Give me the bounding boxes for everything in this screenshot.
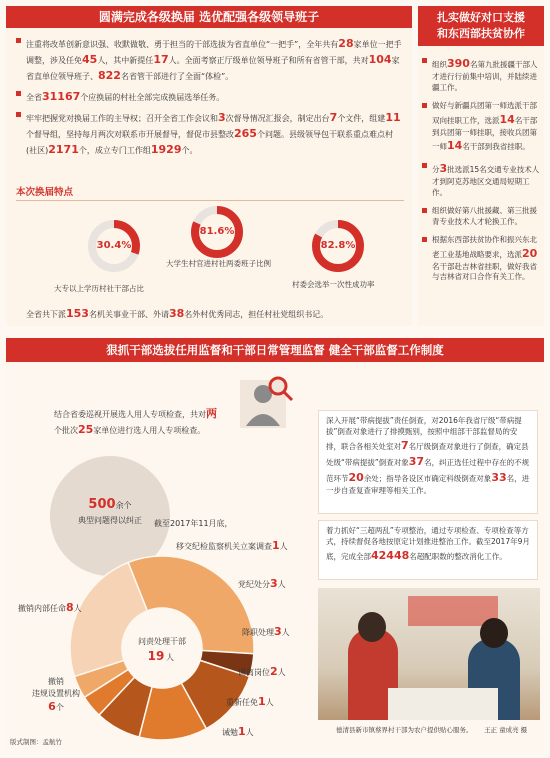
- features-label: 本次换届特点: [16, 187, 74, 198]
- cat-label-transfer: 移交纪检监察机关立案调查1人: [176, 539, 288, 552]
- bullet-item: 牢牢把握党对换届工作的主导权；召开全省工作会议和3次督导情况汇报会，制定出台7个文件，组建11个督导组，坚持每月两次对联系市开展督导，督促市县整改265个问题。县级领导包干联系重点难点村(社区)2171个，成立专门工作组1929个。: [16, 110, 404, 158]
- cat-label-warning: 诫勉1人: [222, 725, 254, 738]
- sunburst-center: [124, 610, 200, 686]
- cat-label-transfer-post: 调离岗位2人: [238, 665, 286, 678]
- bottom-title: 狠抓干部选拔任用监督和干部日常管理监督 健全干部监督工作制度: [106, 343, 444, 357]
- features-rule: [16, 200, 404, 201]
- left-top-title: 圆满完成各级换届 选优配强各级领导班子: [98, 10, 320, 24]
- list-item: 根据东西部扶贫协作和振兴东北老工业基地战略要求，选派20名干部赴吉林省挂职，做好我省与吉林省对口合作有关工作。: [422, 235, 540, 284]
- donut1-label: 大专以上学历村社干部占比: [54, 284, 144, 293]
- left-top-bullets: [16, 36, 404, 163]
- bullet-item: 注重将改革创新意识强、收默做敬、勇于担当的干部选拔为省直单位“一把手”，全年共有28家单位一把手调整，涉及任免45人，其中新提任17人。全面考察正厅级单位领导班子和所有省管干部，共对104家省直单位领导班子、822名省管干部进行了全面“体检”。: [16, 36, 404, 84]
- donut3-label: 村委会选举一次性成功率: [292, 280, 375, 289]
- right-top-title-line1: 扎实做好对口支援: [437, 11, 525, 24]
- donut1-pct: 30.4%: [96, 240, 132, 251]
- list-item: 做好与新疆兵团第一师选派干部双向挂职工作，选派14名干部到兵团第一师挂职，接收兵团第一师14名干部到我省挂职。: [422, 101, 540, 155]
- bullet-square: [16, 112, 21, 117]
- cat-label-revoke-org: 撤销 违规设置机构 6个: [32, 677, 80, 714]
- layout-credit: 版式制图：孟航竹: [10, 738, 62, 746]
- village-photo: [318, 588, 540, 720]
- left-top-banner: [6, 6, 412, 28]
- list-item: 分3批选派15名交通专业技术人才到阿克苏地区交通局短期工作。: [422, 161, 540, 199]
- photo-person-left-head: [358, 612, 386, 642]
- bullet-item: 全省31167个应换届的村社全部完成换届选举任务。: [16, 89, 404, 105]
- cat-label-reappoint: 重新任免1人: [226, 695, 274, 708]
- box-rectification: 着力抓好“三超两乱”专项整治，通过专项检查、专项检查等方式，持续督促各地按原定计划推进整治工作。截至2017年9月底，完成全部42448名超配职数的整改消化工作。: [318, 520, 538, 580]
- bullet-square: [422, 237, 427, 242]
- box-accountability: 深入开展“带病提拔”责任倒查，对2016年我省厅级“带病提拔”倒查对象进行了排摸甄别，按照中组部干部监督局的安排，联合各相关处室对7名厅级倒查对象进行了倒查，确定县处级“带病提拔”倒查对象37名，纠正选任过程中存在的不规范环节20余处；指导各设区市确定科级倒查对象33名，进一步自查复查审理等相关工作。: [318, 410, 538, 514]
- issues-bubble: 500余个 典型问题得以纠正: [50, 456, 170, 576]
- right-top-title-line2: 和东西部扶贫协作: [437, 27, 525, 40]
- center-n: 19: [147, 649, 165, 663]
- donut2-label: 大学生村官进村社两委班子比例: [166, 259, 271, 268]
- cat-label-revoke-appt: 撤销内部任命8人: [18, 601, 82, 614]
- cat-label-demote: 降职处理3人: [242, 625, 290, 638]
- donut3-pct: 82.8%: [320, 240, 356, 251]
- bullet-square: [16, 38, 21, 43]
- center-label: 问责处理干部: [138, 637, 186, 646]
- bullet-square: [422, 58, 427, 63]
- left-top-panel: [6, 6, 412, 326]
- photo-table: [388, 688, 498, 720]
- bullet-square: [16, 91, 21, 96]
- person-magnifier-icon: [228, 372, 298, 432]
- photo-person-right-head: [480, 618, 508, 648]
- center-unit: 人: [166, 653, 174, 662]
- intro-text: 结合省委巡视开展选人用人专项检查，共对两个批次25家单位进行选人用人专项检查。: [54, 407, 217, 436]
- photo-caption: 德清县新市镇蔡界村干部为农户提供贴心服务。: [336, 726, 473, 734]
- bottom-panel: [6, 338, 544, 752]
- donut2-pct: 81.6%: [199, 226, 235, 237]
- right-top-banner: [418, 6, 544, 46]
- photo-credit: 王正 童成亮 摄: [484, 726, 528, 734]
- left-top-footnote: 全省共下派153名机关事业干部、外请38名外村优秀同志，担任村社党组织书记。: [26, 307, 329, 320]
- cat-label-party: 党纪处分3人: [238, 577, 286, 590]
- bottom-banner: [6, 338, 544, 362]
- list-item: 组织做好第八批援藏、第三批援青专业技术人才轮换工作。: [422, 206, 540, 228]
- list-item: 组织390名第九批援疆干部人才进行行前集中培训，并陆续进疆工作。: [422, 56, 540, 94]
- right-top-list: [422, 56, 540, 288]
- bullet-square: [422, 103, 427, 108]
- bullet-square: [422, 163, 427, 168]
- bullet-square: [422, 208, 427, 213]
- date-text: 截至2017年11月底，: [154, 519, 233, 528]
- right-top-panel: [418, 6, 544, 326]
